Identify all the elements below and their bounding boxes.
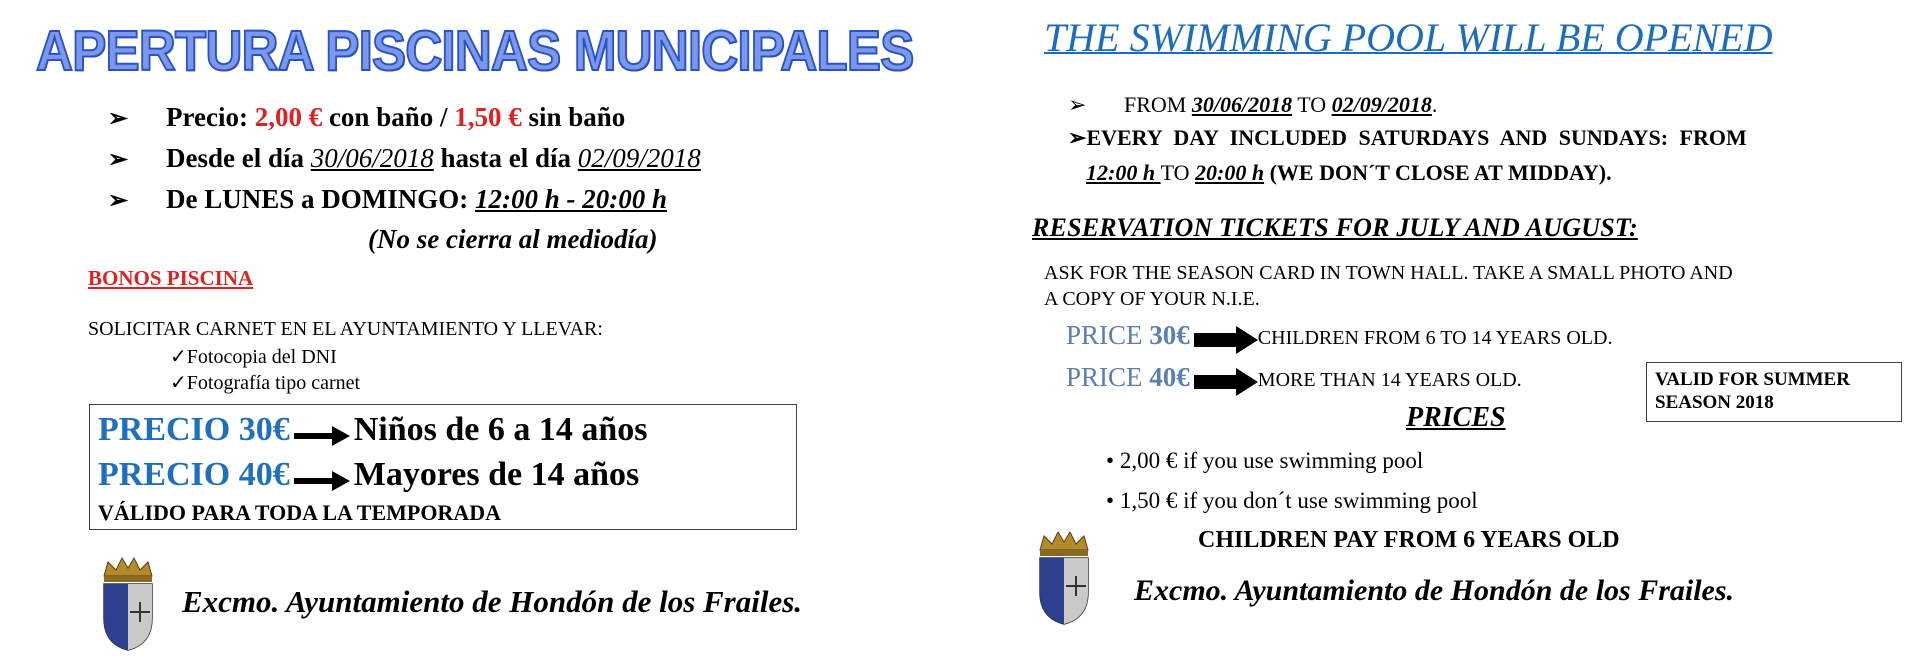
arrow-right-icon: [1194, 368, 1258, 396]
ask-line-1: ASK FOR THE SEASON CARD IN TOWN HALL. TAKE A SMALL PHOTO AND: [1044, 262, 1733, 284]
check-label: Fotografía tipo carnet: [186, 372, 361, 394]
arrow-bullet-icon: ➢: [1068, 125, 1087, 150]
valid-season-box: VALID FOR SUMMER SEASON 2018: [1646, 362, 1902, 422]
from-line: [1068, 92, 1437, 118]
box-price-30: PRECIO 30€: [98, 411, 290, 448]
price-item-text: 1,50 € if you don´t use swimming pool: [1119, 488, 1478, 513]
arrow-right-icon: [294, 426, 350, 446]
precio-line: [108, 102, 625, 133]
box-desc-children: Niños de 6 a 14 años: [353, 411, 648, 448]
arrow-right-icon: [1194, 326, 1258, 354]
coat-of-arms-icon: [1034, 530, 1094, 626]
precio-text2: sin baño: [521, 102, 626, 132]
lunes-label: De LUNES a DOMINGO:: [166, 184, 475, 214]
price-with-bath: 2,00 €: [254, 102, 323, 132]
english-title: THE SWIMMING POOL WILL BE OPENED: [1044, 15, 1773, 60]
en-price-row-1: [1066, 320, 1612, 354]
price-label: PRICE: [1066, 320, 1150, 350]
ask-line-2: A COPY OF YOUR N.I.E.: [1044, 288, 1260, 310]
spanish-footer: Excmo. Ayuntamiento de Hondón de los Frailes.: [182, 584, 803, 619]
check-icon: ✓: [170, 372, 187, 394]
check-item-dni: [170, 344, 337, 369]
check-icon: ✓: [170, 346, 187, 368]
arrow-bullet-icon: ➢: [108, 188, 129, 214]
every-day-text: EVERY DAY INCLUDED SATURDAYS AND SUNDAYS: FROM: [1086, 125, 1747, 150]
from-label: FROM: [1124, 92, 1192, 117]
check-label: Fotocopia del DNI: [186, 346, 337, 368]
lunes-line: [108, 184, 667, 215]
hours-line: [1086, 160, 1612, 186]
en-desc-children: CHILDREN FROM 6 TO 14 YEARS OLD.: [1257, 327, 1613, 349]
coat-of-arms-icon: [98, 556, 158, 652]
arrow-right-icon: [294, 471, 350, 491]
from-middle: TO: [1292, 92, 1332, 117]
hours-to: TO: [1160, 160, 1195, 185]
spanish-title: APERTURA PISCINAS MUNICIPALES: [36, 19, 914, 83]
precio-text1: con baño /: [322, 102, 455, 132]
bonos-heading: BONOS PISCINA: [88, 266, 254, 290]
desde-middle: hasta el día: [433, 143, 578, 173]
every-day-line: [1068, 125, 1747, 151]
box-desc-adults: Mayores de 14 años: [353, 456, 640, 493]
midday-note: (No se cierra al mediodía): [368, 224, 658, 254]
price-item-without-pool: [1106, 488, 1478, 514]
reservation-heading: RESERVATION TICKETS FOR JULY AND AUGUST:: [1032, 213, 1638, 242]
en-date-start: 30/06/2018: [1191, 92, 1293, 117]
from-end: .: [1431, 92, 1438, 117]
arrow-bullet-icon: ➢: [1068, 92, 1087, 117]
arrow-bullet-icon: ➢: [108, 147, 129, 173]
price-item-with-pool: [1106, 448, 1423, 474]
en-hour-end: 20:00 h: [1195, 160, 1265, 185]
opening-hours: 12:00 h - 20:00 h: [475, 184, 668, 214]
box-valid-text: VÁLIDO PARA TODA LA TEMPORADA: [98, 500, 501, 525]
price-item-text: 2,00 € if you use swimming pool: [1119, 448, 1424, 473]
price-label: PRICE: [1066, 362, 1150, 392]
arrow-bullet-icon: ➢: [108, 106, 129, 132]
en-price-40: [1066, 362, 1190, 392]
prices-heading: PRICES: [1406, 402, 1506, 433]
bullet-dot-icon: •: [1106, 448, 1115, 473]
desde-label: Desde el día: [166, 143, 311, 173]
midday-text: (WE DON´T CLOSE AT MIDDAY).: [1264, 160, 1612, 185]
en-price-row-2: [1066, 362, 1522, 396]
en-desc-adults: MORE THAN 14 YEARS OLD.: [1257, 369, 1522, 391]
box-price-40: PRECIO 40€: [98, 456, 290, 493]
en-date-end: 02/09/2018: [1331, 92, 1432, 117]
check-item-photo: [170, 370, 360, 395]
precio-label: Precio:: [166, 102, 255, 132]
en-hour-start: 12:00 h: [1086, 160, 1161, 185]
price-without-bath: 1,50 €: [454, 102, 522, 132]
english-footer: Excmo. Ayuntamiento de Hondón de los Frailes.: [1134, 574, 1735, 607]
solicitar-text: SOLICITAR CARNET EN EL AYUNTAMIENTO Y LLEVAR:: [88, 318, 603, 340]
children-pay-text: CHILDREN PAY FROM 6 YEARS OLD: [1198, 527, 1620, 553]
date-end: 02/09/2018: [577, 143, 701, 173]
price-value: 30€: [1149, 320, 1190, 350]
price-value: 40€: [1149, 362, 1190, 392]
date-start: 30/06/2018: [310, 143, 434, 173]
box-price-row-1: [98, 411, 648, 449]
en-price-30: [1066, 320, 1190, 350]
bullet-dot-icon: •: [1106, 488, 1115, 513]
desde-line: [108, 143, 701, 174]
box-price-row-2: [98, 456, 639, 494]
